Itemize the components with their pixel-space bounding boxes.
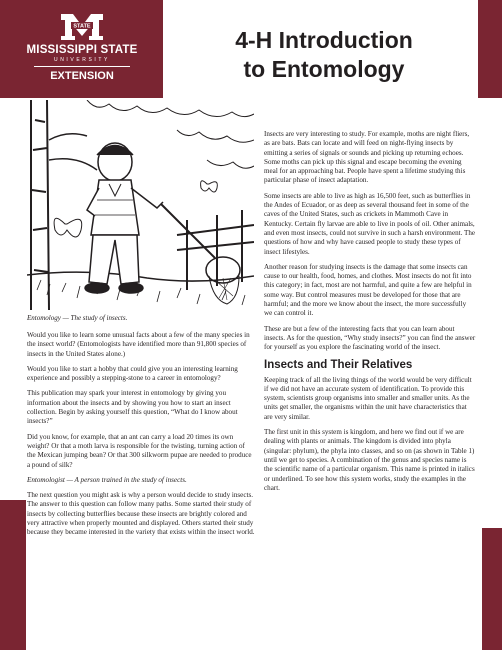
- msu-m-logo-icon: [59, 12, 105, 42]
- left-paragraph-4: Did you know, for example, that an ant can carry a load 20 times its own weight? Or that a moth larva is responsible for the twisting, turning action of the Mexican jumping bean? Or that 300 silkworm pupae are needed to produce a pound of silk?: [27, 432, 252, 469]
- entomologist-definition: Entomologist — A person trained in the study of insects.: [27, 475, 187, 484]
- title-line-1: 4-H Introduction: [235, 27, 413, 53]
- title-line-2: to Entomology: [243, 56, 405, 82]
- right-paragraph-3: Another reason for studying insects is the damage that some insects can cause to our health, food, homes, and clothes. Most insects do not fit into this category; in fact, most are not harmful, and quite a few are helpful in some way. But control measures must be developed for those that are harmful; and the more we know about the insect, the more successfully we can control it.: [264, 262, 472, 318]
- left-paragraph-2: Would you like to start a hobby that could give you an interesting learning experience and possibly a stepping-stone to a career in entomology?: [27, 364, 238, 383]
- left-paragraph-1: Would you like to learn some unusual facts about a few of the many species in the insect world? (Entomologists have identified more than 91,800 species of insects in the United States alone.): [27, 331, 250, 358]
- boy-with-butterfly-net-illustration: [27, 100, 254, 310]
- right-paragraph-5: Keeping track of all the living things of the world would be very difficult if we did not have an accurate system of identification. To provide this system, scientists group organisms into smaller and smaller units. As the units get smaller, the organisms within the unit have characteristics that are very similar.: [264, 375, 472, 421]
- msu-extension-logo: [24, 12, 140, 84]
- section-heading: Insects and Their Relatives: [264, 358, 413, 371]
- left-column: [27, 331, 255, 544]
- page-title: [196, 26, 452, 84]
- logo-university: UNIVERSITY: [53, 57, 110, 63]
- right-paragraph-2: Some insects are able to live as high as 16,500 feet, such as butterflies in the Andes of Ecuador, or as deep as several thousand feet in some of the caves of the United States, such as crickets in Mammoth Cave in Kentucky. Certain fly larvae are able to live in pools of oil. Other animals, and even most insects, could not survive in such a harsh environment. The questions of how and why have caused people to study these types of insect lifestyles.: [264, 191, 476, 256]
- logo-mark-text: STATE: [73, 23, 91, 30]
- left-paragraph-5: The next question you might ask is why a person would decide to study insects. The answer to this question can follow many paths. Some started their study of insects by collecting butterflies because these insects are brightly colored and very attractive when properly mounted and displayed. Others started their study because they became interested in the variety that exists within the insect world.: [27, 491, 255, 537]
- header-color-band-right: [478, 0, 502, 98]
- right-paragraph-4: These are but a few of the interesting facts that you can learn about insects. As for the question, “Why study insects?” you can find the answer for yourself as you explore the fascinating world of the insect.: [264, 324, 476, 352]
- side-color-band-right: [482, 528, 502, 650]
- logo-extension: EXTENSION: [34, 66, 130, 82]
- right-paragraph-1: Insects are very interesting to study. For example, moths are night fliers, as are bats. Bats can locate and will feed on night-flying insects by emitting a series of signals or sounds and picking up returning echoes. Some moths can pick up this signal and escape becoming the evening meal for an approaching bat. People have spent a lifetime studying this particular phase of insect adaptation.: [264, 130, 470, 185]
- side-color-band-left: [0, 500, 26, 650]
- right-paragraph-6: The first unit in this system is kingdom, and here we find out if we are dealing with plants or animals. The kingdom is divided into phyla (singular: phylum), the phyla into classes, and so on (as shown in Table 1) until we get to species. A combination of the genus and species name is the scientific name of a particular organism. This name is printed in italics or underlined. To see how this system works, study the examples in the chart.: [264, 428, 475, 492]
- right-column: [264, 130, 476, 499]
- left-paragraph-3: This publication may spark your interest in entomology by giving you information about the insects and by showing you how to start an insect collection. Begin by asking yourself this question, “What do I know about insects?”: [27, 389, 238, 426]
- logo-name: MISSISSIPPI STATE: [26, 44, 138, 56]
- illustration-caption: Entomology — The study of insects.: [27, 314, 128, 322]
